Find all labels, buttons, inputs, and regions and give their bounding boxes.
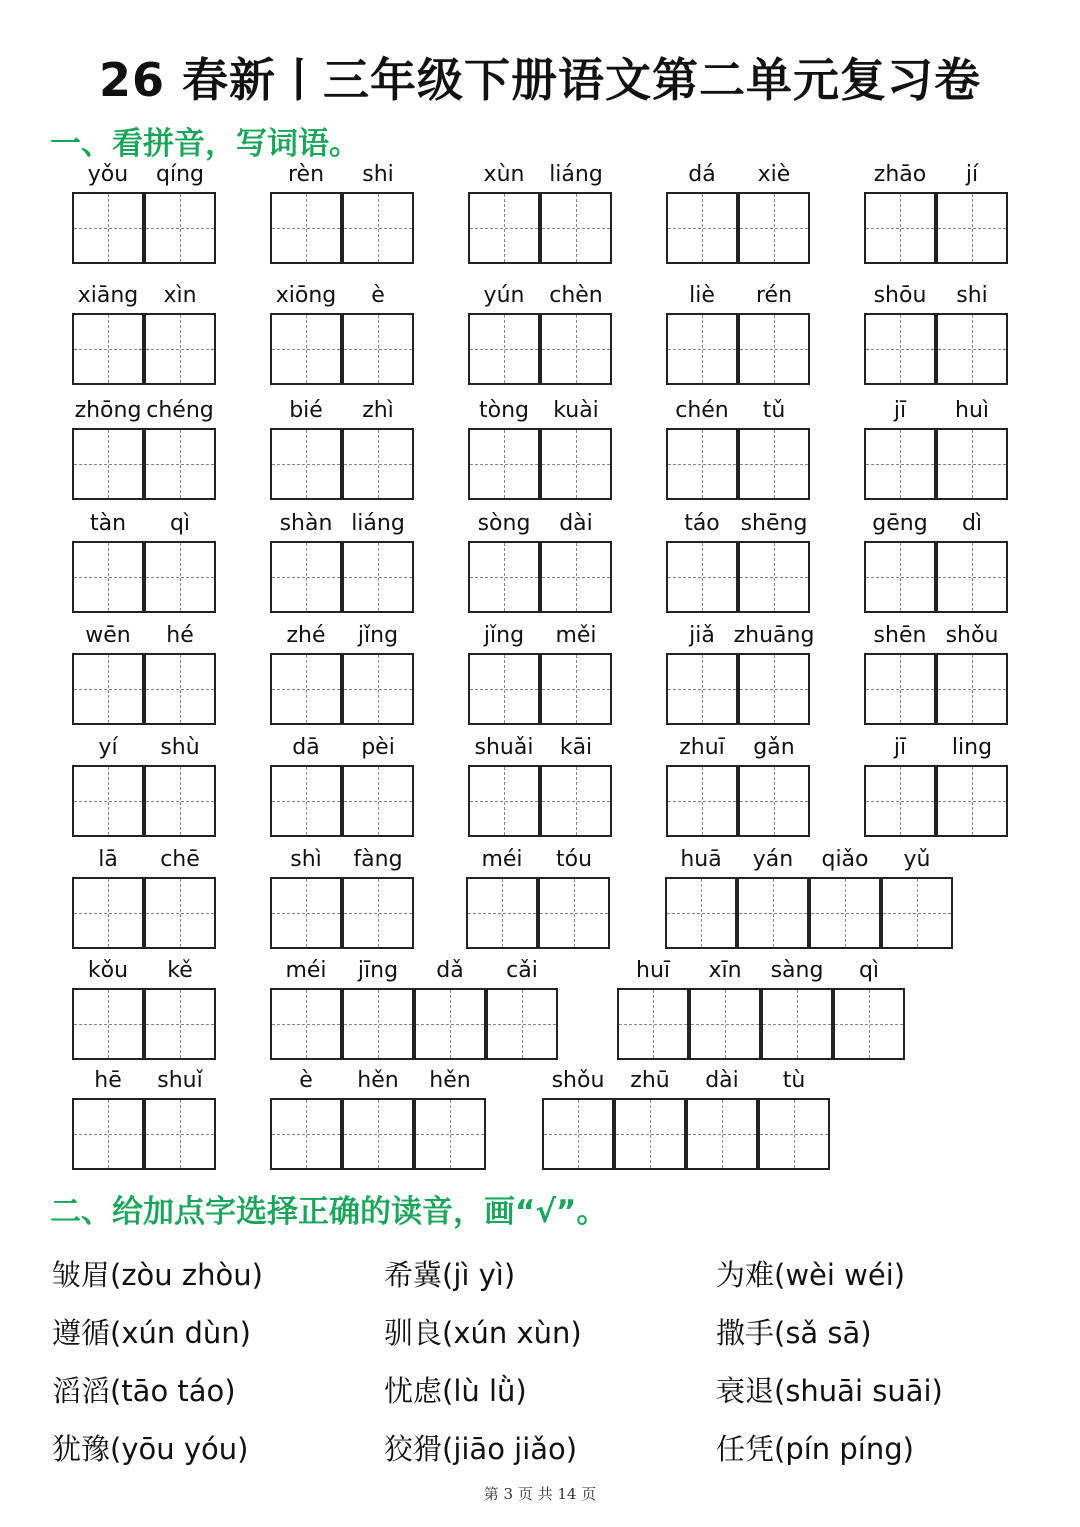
writing-cell[interactable] (864, 192, 936, 264)
pinyin-label: tǔ (762, 398, 786, 423)
writing-cell[interactable] (666, 765, 738, 837)
pinyin-label: cǎi (506, 958, 538, 983)
pinyin-label: yún (483, 283, 525, 308)
writing-cell[interactable] (270, 653, 342, 725)
pinyin-label: zhuī (679, 735, 725, 760)
pinyin-label: bié (289, 398, 323, 423)
pinyin-label: kǒu (87, 958, 129, 983)
writing-cell[interactable] (540, 192, 612, 264)
writing-cell[interactable] (342, 653, 414, 725)
pinyin-label: shù (160, 735, 200, 760)
writing-cell[interactable] (665, 877, 737, 949)
writing-cell[interactable] (342, 765, 414, 837)
pinyin-label: shuǎi (474, 735, 534, 760)
pinyin-label: jīng (357, 958, 399, 983)
pinyin-label: dǎ (436, 958, 464, 983)
writing-cell[interactable] (936, 653, 1008, 725)
writing-cell[interactable] (864, 313, 936, 385)
writing-cell[interactable] (270, 765, 342, 837)
writing-cell[interactable] (809, 877, 881, 949)
writing-cell[interactable] (144, 877, 216, 949)
writing-cell[interactable] (468, 541, 540, 613)
writing-cell[interactable] (72, 988, 144, 1060)
pinyin-label: hé (166, 623, 194, 648)
writing-cell[interactable] (758, 1098, 830, 1170)
pinyin-label: rèn (287, 162, 325, 187)
pronunciation-question: 驯良(xún xùn) (384, 1316, 582, 1350)
pinyin-label: huī (636, 958, 670, 983)
pinyin-label: dì (961, 511, 983, 536)
pinyin-label: jǐng (483, 623, 525, 648)
pronunciation-question: 犹豫(yōu yóu) (52, 1432, 249, 1466)
pinyin-label: yí (98, 735, 118, 760)
writing-cell[interactable] (540, 765, 612, 837)
pinyin-label: xīn (708, 958, 742, 983)
writing-cell[interactable] (342, 988, 414, 1060)
writing-cell[interactable] (72, 653, 144, 725)
writing-cell[interactable] (468, 192, 540, 264)
writing-cell[interactable] (144, 653, 216, 725)
writing-cell[interactable] (738, 653, 810, 725)
writing-cell[interactable] (72, 765, 144, 837)
writing-cell[interactable] (936, 192, 1008, 264)
writing-cell[interactable] (144, 192, 216, 264)
pronunciation-question: 狡猾(jiāo jiǎo) (384, 1432, 578, 1466)
writing-cell[interactable] (342, 1098, 414, 1170)
pinyin-label: yǒu (87, 162, 129, 187)
pinyin-label: shi (956, 283, 988, 308)
pinyin-label: xiè (757, 162, 791, 187)
pinyin-label: kuài (553, 398, 599, 423)
writing-cell[interactable] (881, 877, 953, 949)
pronunciation-question: 忧虑(lù lǜ) (384, 1374, 527, 1408)
section-1-title: 一、看拼音，写词语。 (50, 126, 360, 162)
pinyin-label: rén (755, 283, 793, 308)
writing-cell[interactable] (666, 313, 738, 385)
pronunciation-question: 衰退(shuāi suāi) (716, 1374, 943, 1408)
pinyin-label: qiǎo (821, 847, 869, 872)
pinyin-label: hěn (429, 1068, 471, 1093)
pinyin-label: shǒu (945, 623, 999, 648)
writing-cell[interactable] (414, 1098, 486, 1170)
writing-cell[interactable] (72, 192, 144, 264)
pinyin-label: táo (684, 511, 720, 536)
pinyin-label: méi (285, 958, 327, 983)
pinyin-label: xiōng (275, 283, 337, 308)
writing-cell[interactable] (864, 428, 936, 500)
writing-cell[interactable] (864, 653, 936, 725)
page-title: 26 春新丨三年级下册语文第二单元复习卷 (98, 53, 982, 107)
writing-cell[interactable] (542, 1098, 614, 1170)
writing-cell[interactable] (486, 988, 558, 1060)
pinyin-label: chéng (146, 398, 214, 423)
pronunciation-question: 撒手(sǎ sā) (716, 1316, 872, 1350)
writing-cell[interactable] (270, 313, 342, 385)
writing-cell[interactable] (617, 988, 689, 1060)
pronunciation-question: 为难(wèi wéi) (716, 1258, 906, 1292)
pinyin-label: dài (705, 1068, 739, 1093)
writing-cell[interactable] (936, 313, 1008, 385)
writing-cell[interactable] (144, 541, 216, 613)
pinyin-label: wēn (85, 623, 131, 648)
pinyin-label: tù (782, 1068, 806, 1093)
writing-cell[interactable] (686, 1098, 758, 1170)
pinyin-label: tàn (89, 511, 127, 536)
pinyin-label: xìn (163, 283, 197, 308)
pronunciation-question: 滔滔(tāo táo) (52, 1374, 236, 1408)
writing-cell[interactable] (342, 877, 414, 949)
pinyin-label: shōu (873, 283, 927, 308)
writing-cell[interactable] (864, 765, 936, 837)
writing-cell[interactable] (270, 428, 342, 500)
pronunciation-question: 遵循(xún dùn) (52, 1316, 251, 1350)
writing-cell[interactable] (540, 313, 612, 385)
writing-cell[interactable] (342, 541, 414, 613)
pinyin-label: xiāng (77, 283, 139, 308)
pinyin-label: liáng (351, 511, 405, 536)
writing-cell[interactable] (614, 1098, 686, 1170)
writing-cell[interactable] (666, 653, 738, 725)
pronunciation-question: 希冀(jì yì) (384, 1258, 516, 1292)
writing-cell[interactable] (144, 988, 216, 1060)
writing-cell[interactable] (468, 765, 540, 837)
pinyin-label: hěn (357, 1068, 399, 1093)
pinyin-label: kě (167, 958, 193, 983)
pinyin-label: xùn (483, 162, 525, 187)
writing-cell[interactable] (144, 313, 216, 385)
page-footer: 第 3 页 共 14 页 (483, 1485, 597, 1503)
writing-cell[interactable] (936, 541, 1008, 613)
pinyin-label: jī (893, 398, 907, 423)
writing-cell[interactable] (270, 877, 342, 949)
writing-cell[interactable] (144, 765, 216, 837)
pinyin-label: qì (169, 511, 191, 536)
pinyin-label: è (299, 1068, 313, 1093)
pinyin-label: liè (689, 283, 715, 308)
writing-cell[interactable] (144, 428, 216, 500)
writing-cell[interactable] (738, 313, 810, 385)
writing-cell[interactable] (72, 541, 144, 613)
pinyin-label: shì (290, 847, 322, 872)
writing-cell[interactable] (833, 988, 905, 1060)
pinyin-label: dā (292, 735, 320, 760)
writing-cell[interactable] (738, 428, 810, 500)
writing-cell[interactable] (468, 428, 540, 500)
pinyin-label: jí (965, 162, 979, 187)
writing-cell[interactable] (738, 765, 810, 837)
pinyin-label: zhāo (873, 162, 927, 187)
writing-cell[interactable] (270, 1098, 342, 1170)
pinyin-label: shuǐ (157, 1068, 203, 1093)
writing-cell[interactable] (540, 541, 612, 613)
writing-cell[interactable] (144, 1098, 216, 1170)
pinyin-label: fàng (353, 847, 403, 872)
writing-cell[interactable] (936, 428, 1008, 500)
writing-cell[interactable] (270, 988, 342, 1060)
pinyin-label: chén (675, 398, 729, 423)
pinyin-label: qíng (156, 162, 204, 187)
pinyin-label: pèi (361, 735, 395, 760)
pinyin-label: kāi (559, 735, 593, 760)
pinyin-label: chē (160, 847, 200, 872)
pinyin-label: méi (481, 847, 523, 872)
writing-cell[interactable] (466, 877, 538, 949)
writing-cell[interactable] (72, 428, 144, 500)
pinyin-label: ling (951, 735, 993, 760)
pinyin-label: dài (559, 511, 593, 536)
writing-cell[interactable] (666, 192, 738, 264)
section-2-title: 二、给加点字选择正确的读音，画“√”。 (50, 1194, 608, 1230)
pinyin-label: huì (955, 398, 989, 423)
writing-cell[interactable] (737, 877, 809, 949)
pinyin-label: shēng (740, 511, 808, 536)
pinyin-label: dá (688, 162, 716, 187)
pinyin-label: zhū (630, 1068, 670, 1093)
pinyin-label: yán (752, 847, 794, 872)
writing-cell[interactable] (270, 541, 342, 613)
writing-cell[interactable] (538, 877, 610, 949)
pinyin-label: chèn (549, 283, 603, 308)
pronunciation-question: 任凭(pín píng) (716, 1432, 914, 1466)
pinyin-label: liáng (549, 162, 603, 187)
pinyin-label: tóu (555, 847, 593, 872)
pinyin-label: sàng (770, 958, 824, 983)
writing-cell[interactable] (738, 541, 810, 613)
pinyin-label: shi (362, 162, 394, 187)
writing-cell[interactable] (738, 192, 810, 264)
writing-cell[interactable] (342, 192, 414, 264)
pinyin-label: shēn (873, 623, 927, 648)
writing-cell[interactable] (342, 428, 414, 500)
writing-cell[interactable] (72, 877, 144, 949)
pinyin-label: zhé (286, 623, 326, 648)
pinyin-label: shàn (279, 511, 333, 536)
pinyin-label: è (371, 283, 385, 308)
pinyin-label: hē (94, 1068, 122, 1093)
pinyin-label: huā (680, 847, 722, 872)
pinyin-label: zhuāng (733, 623, 815, 648)
writing-cell[interactable] (540, 428, 612, 500)
pinyin-label: tòng (479, 398, 529, 423)
writing-cell[interactable] (342, 313, 414, 385)
pinyin-label: jiǎ (689, 623, 715, 648)
writing-cell[interactable] (270, 192, 342, 264)
writing-cell[interactable] (72, 313, 144, 385)
writing-cell[interactable] (468, 653, 540, 725)
pinyin-label: zhōng (74, 398, 142, 423)
writing-cell[interactable] (761, 988, 833, 1060)
pinyin-label: yǔ (903, 847, 931, 872)
pinyin-label: gēng (872, 511, 928, 536)
pinyin-label: gǎn (753, 735, 795, 760)
writing-cell[interactable] (666, 541, 738, 613)
pinyin-label: zhì (362, 398, 394, 423)
pinyin-label: jī (893, 735, 907, 760)
pinyin-label: lā (98, 847, 118, 872)
writing-cell[interactable] (414, 988, 486, 1060)
writing-cell[interactable] (864, 541, 936, 613)
pinyin-label: shǒu (551, 1068, 605, 1093)
writing-cell[interactable] (468, 313, 540, 385)
writing-cell[interactable] (540, 653, 612, 725)
pinyin-label: sòng (477, 511, 531, 536)
pinyin-label: měi (555, 623, 597, 648)
writing-cell[interactable] (936, 765, 1008, 837)
pronunciation-question: 皱眉(zòu zhòu) (52, 1258, 263, 1292)
pinyin-label: qì (858, 958, 880, 983)
writing-cell[interactable] (72, 1098, 144, 1170)
pinyin-label: jǐng (357, 623, 399, 648)
writing-cell[interactable] (666, 428, 738, 500)
writing-cell[interactable] (689, 988, 761, 1060)
